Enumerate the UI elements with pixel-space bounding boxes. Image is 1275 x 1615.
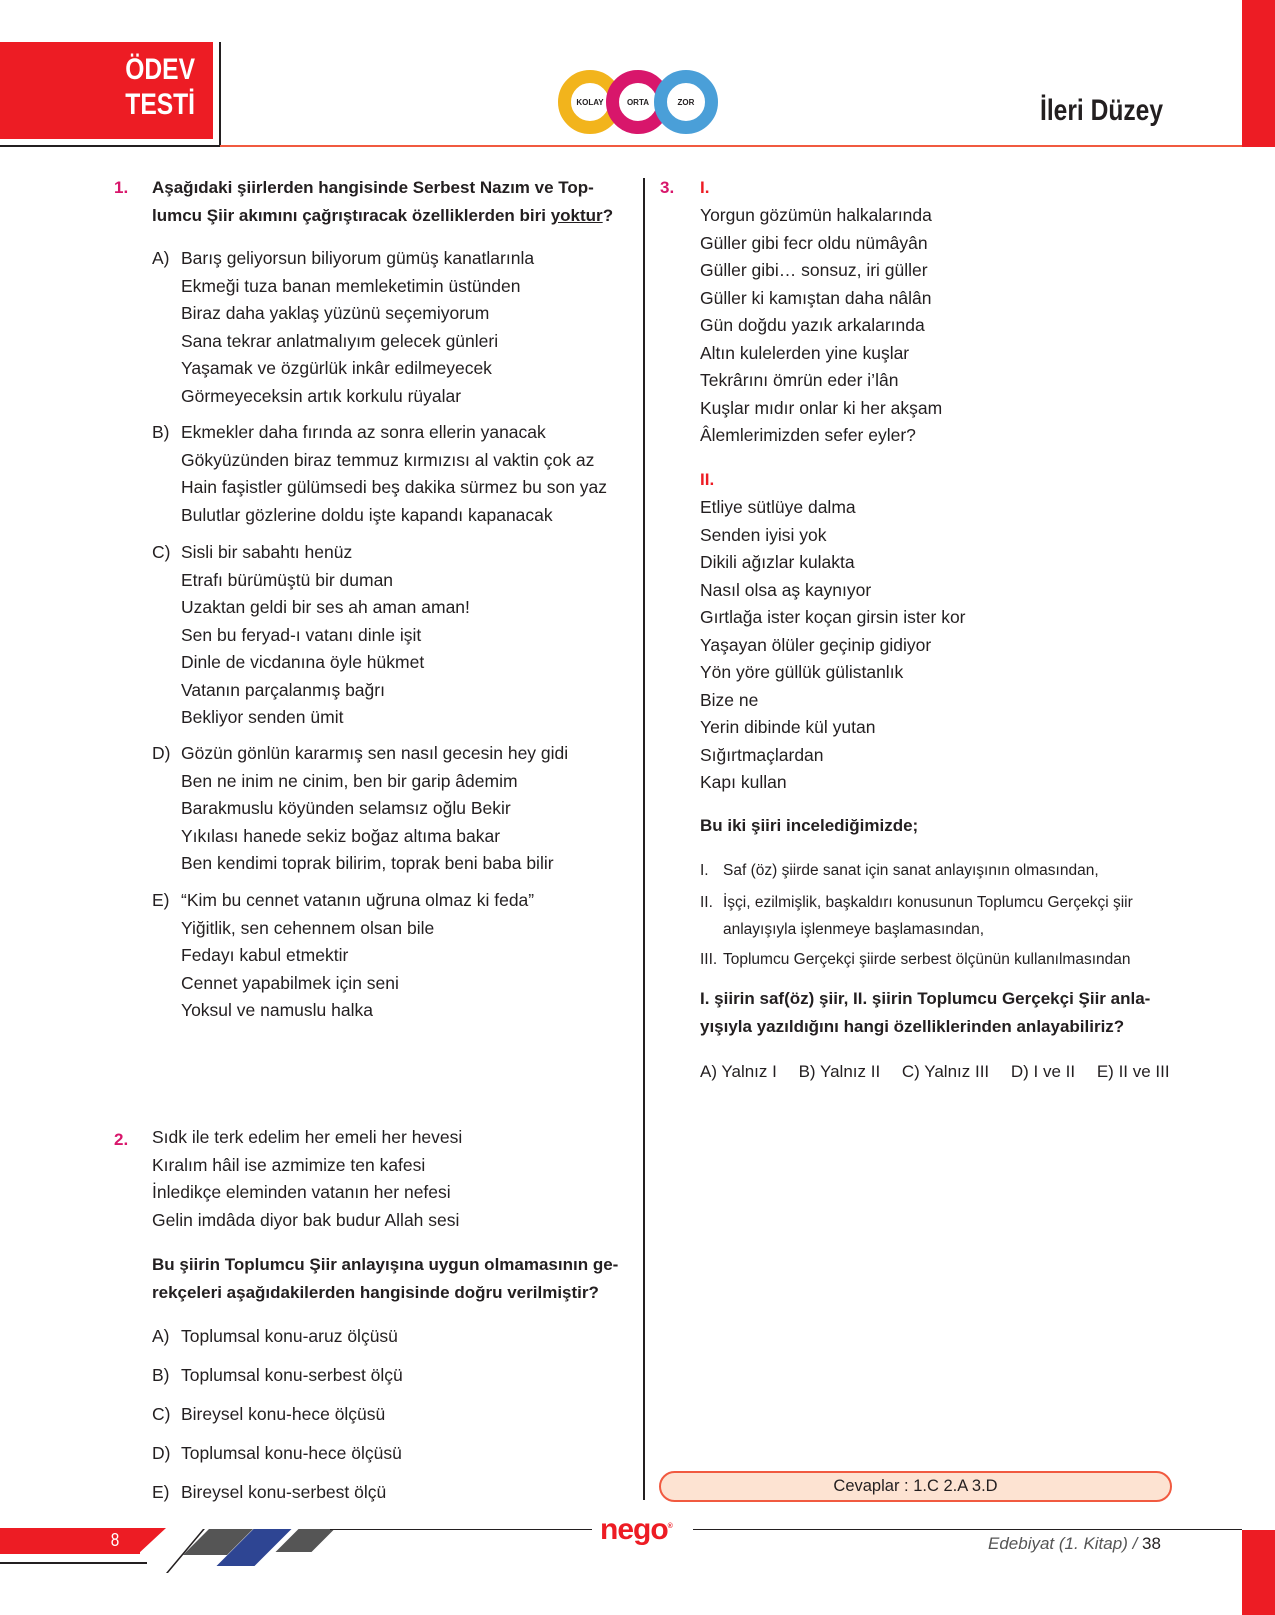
- option-b[interactable]: B) Yalnız II: [798, 1062, 881, 1081]
- stem-line: yışıyla yazıldığını hangi özelliklerinden anlayabiliriz?: [700, 1017, 1125, 1036]
- poem-line: Bize ne: [700, 689, 759, 710]
- stem-line: Bu şiirin Toplumcu Şiir anlayışına uygun olmamasının ge-: [152, 1255, 619, 1274]
- poem-line: Güller ki kamıştan daha nâlân: [700, 287, 932, 308]
- question-1-stem: [152, 174, 613, 230]
- poem-line: Altın kulelerden yine kuşlar: [700, 342, 910, 363]
- poem-1-label: I.: [700, 178, 710, 197]
- statement-1: [700, 857, 1099, 884]
- option-a[interactable]: A) Yalnız I: [700, 1062, 777, 1081]
- poem-line: Cennet yapabilmek için seni: [181, 972, 399, 993]
- poem-line: Ben kendimi toprak bilirim, toprak beni baba bilir: [181, 853, 554, 873]
- poem-line: Âlemlerimizden sefer eyler?: [700, 425, 916, 445]
- poem-line: Ekmekler daha fırında az sonra ellerin yanacak: [181, 422, 546, 442]
- poem-line: Yorgun gözümün halkalarında: [700, 205, 932, 225]
- badge-line-2: TESTİ: [125, 88, 195, 121]
- stem-emphasis: yoktur: [550, 206, 603, 225]
- statement-2: [700, 889, 1133, 943]
- option-poem: [181, 539, 470, 732]
- statement-text: Saf (öz) şiirde sanat için sanat anlayışının olmasından,: [723, 862, 1099, 879]
- poem-line: Kuşlar mıdır onlar ki her akşam: [700, 397, 943, 418]
- poem-line: Yerin dibinde kül yutan: [700, 717, 876, 737]
- option-letter: E): [152, 890, 170, 910]
- homework-test-badge: [35, 52, 195, 122]
- question-3-options: [700, 1062, 1170, 1082]
- poem-line: Ekmeği tuza banan memleketimin üstünden: [181, 275, 521, 296]
- book-title: [988, 1534, 1161, 1554]
- poem-line: Etliye sütlüye dalma: [700, 497, 856, 517]
- poem-line: Gırtlağa ister koçan girsin ister kor: [700, 607, 966, 627]
- difficulty-hard-label: ZOR: [677, 97, 695, 107]
- statement-3: [700, 946, 1131, 973]
- poem-line: Dikili ağızlar kulakta: [700, 552, 855, 572]
- header-right-tab: [1242, 0, 1275, 147]
- option-text: Toplumsal konu-hece ölçüsü: [181, 1443, 402, 1463]
- difficulty-easy-label: KOLAY: [576, 97, 604, 107]
- registered-mark-icon: ®: [667, 1523, 672, 1530]
- question-3-intro: Bu iki şiiri incelediğimizde;: [700, 816, 919, 835]
- option-letter: C): [152, 542, 171, 562]
- option-c[interactable]: C) Yalnız III: [901, 1062, 990, 1081]
- poem-line: Ben ne inim ne cinim, ben bir garip âdemim: [181, 770, 518, 791]
- poem-line: Yaşayan ölüler geçinip gidiyor: [700, 634, 932, 655]
- level-title: İleri Düzey: [1040, 94, 1164, 127]
- logo-text: nego: [600, 1513, 668, 1546]
- poem-line: Sisli bir sabahtı henüz: [181, 542, 353, 562]
- poem-line: “Kim bu cennet vatanın uğruna olmaz ki feda”: [181, 890, 535, 910]
- option-poem: [181, 740, 568, 878]
- stem-line: I. şiirin saf(öz) şiir, II. şiirin Toplumcu Gerçekçi Şiir anla-: [700, 989, 1151, 1008]
- poem-line: Hain faşistler gülümsedi beş dakika sürmez bu son yaz: [181, 477, 608, 497]
- question-3-stem: [700, 985, 1150, 1041]
- statement-text: İşçi, ezilmişlik, başkaldırı konusunun Toplumcu Gerçekçi şiir: [723, 894, 1133, 911]
- option-poem: [181, 419, 607, 529]
- option-letter: D): [152, 1443, 171, 1463]
- footer-dark-rule: [0, 1562, 147, 1564]
- poem-line: Gökyüzünden biraz temmuz kırmızısı al vaktin çok az: [181, 449, 595, 470]
- poem-line: Uzaktan geldi bir ses ah aman aman!: [181, 597, 470, 617]
- statement-number: I.: [700, 862, 709, 879]
- stem-text: ?: [602, 206, 614, 225]
- difficulty-medium-label: ORTA: [626, 97, 650, 107]
- footer-page-number-right: 38: [1142, 1534, 1161, 1553]
- statement-text: anlayışıyla işlenmeye başlamasından,: [723, 921, 985, 938]
- answer-key-box: Cevaplar : 1.C 2.A 3.D: [659, 1471, 1172, 1502]
- poem-line: Kapı kullan: [700, 772, 787, 792]
- footer-red-tab-tip: [138, 1528, 166, 1554]
- option-d[interactable]: D) I ve II: [1010, 1062, 1076, 1081]
- column-divider: [643, 178, 645, 1500]
- poem-line: Tekrârını ömrün eder i’lân: [700, 370, 899, 390]
- header-rule-red: [220, 145, 1242, 147]
- question-3-number: 3.: [660, 178, 675, 197]
- difficulty-rings: [558, 70, 718, 134]
- stem-line: rekçeleri aşağıdakilerden hangisinde doğru verilmiştir?: [152, 1283, 599, 1302]
- poem-line: Yıkılası hanede sekiz boğaz altıma bakar: [181, 825, 501, 846]
- option-letter: E): [152, 1482, 170, 1502]
- option-letter: C): [152, 1404, 171, 1424]
- statement-number: II.: [700, 894, 713, 911]
- poem-line: Yön yöre güllük gülistanlık: [700, 662, 904, 682]
- question-3-poem-1: [700, 202, 942, 450]
- stem-line: [152, 202, 613, 230]
- poem-line: Nasıl olsa aş kaynıyor: [700, 579, 872, 600]
- option-text: Bireysel konu-serbest ölçü: [181, 1482, 387, 1502]
- poem-line: Gelin imdâda diyor bak budur Allah sesi: [152, 1209, 460, 1230]
- poem-line: Vatanın parçalanmış bağrı: [181, 679, 385, 700]
- question-3-poem-2: [700, 494, 966, 797]
- option-poem: [181, 887, 534, 1025]
- option-text: Toplumsal konu-aruz ölçüsü: [181, 1326, 398, 1346]
- question-2-number: 2.: [114, 1130, 129, 1149]
- poem-line: Bekliyor senden ümit: [181, 707, 344, 727]
- publisher-logo: [600, 1513, 672, 1547]
- poem-line: Etrafı bürümüştü bir duman: [181, 569, 394, 590]
- poem-line: İnledikçe eleminden vatanın her nefesi: [152, 1182, 451, 1202]
- footer-rule-right: [693, 1529, 1242, 1530]
- poem-line: Yaşamak ve özgürlük inkâr edilmeyecek: [181, 358, 492, 378]
- badge-line-1: ÖDEV: [125, 53, 195, 86]
- poem-line: Sıdk ile terk edelim her emeli her hevesi: [152, 1127, 463, 1147]
- question-2-stem: [152, 1251, 618, 1307]
- poem-2-label: II.: [700, 470, 715, 489]
- option-e[interactable]: E) II ve III: [1096, 1062, 1170, 1081]
- header-rule-dark: [0, 145, 220, 147]
- option-letter: D): [152, 743, 171, 763]
- statement-number: III.: [700, 951, 718, 968]
- poem-line: Yoksul ve namuslu halka: [181, 1000, 373, 1020]
- footer-right-tab: [1242, 1530, 1275, 1615]
- poem-line: Sığırtmaçlardan: [700, 744, 824, 765]
- stem-line: Aşağıdaki şiirlerden hangisinde Serbest Nazım ve Top-: [152, 178, 594, 197]
- poem-line: Sen bu feryad-ı vatanı dinle işit: [181, 624, 422, 645]
- option-letter: A): [152, 248, 170, 268]
- poem-line: Senden iyisi yok: [700, 524, 827, 545]
- poem-line: Güller gibi… sonsuz, iri güller: [700, 260, 928, 280]
- poem-line: Gün doğdu yazık arkalarında: [700, 315, 925, 335]
- poem-line: Güller gibi fecr oldu nümâyân: [700, 232, 928, 253]
- poem-line: Sana tekrar anlatmalıyım gelecek günleri: [181, 330, 499, 351]
- question-2-poem: [152, 1124, 462, 1234]
- option-text: Toplumsal konu-serbest ölçü: [181, 1365, 403, 1385]
- poem-line: Kıralım hâil ise azmimize ten kafesi: [152, 1154, 426, 1175]
- question-1-number: 1.: [114, 178, 129, 197]
- poem-line: Biraz daha yaklaş yüzünü seçemiyorum: [181, 303, 490, 323]
- difficulty-hard-ring: [654, 70, 718, 134]
- footer-rule-left: [330, 1529, 592, 1530]
- stem-text: lumcu Şiir akımını çağrıştıracak özelliklerden biri: [152, 206, 551, 225]
- book-name: Edebiyat (1. Kitap) /: [988, 1534, 1138, 1553]
- poem-line: Barakmuslu köyünden selamsız oğlu Bekir: [181, 798, 511, 818]
- option-letter: B): [152, 422, 170, 442]
- poem-line: Görmeyeceksin artık korkulu rüyalar: [181, 385, 462, 406]
- poem-line: Yiğitlik, sen cehennem olsan bile: [181, 917, 435, 938]
- poem-line: Bulutlar gözlerine doldu işte kapandı kapanacak: [181, 504, 553, 525]
- header-divider: [219, 42, 221, 146]
- poem-line: Fedayı kabul etmektir: [181, 945, 349, 965]
- option-poem: [181, 245, 534, 410]
- option-letter: B): [152, 1365, 170, 1385]
- poem-line: Gözün gönlün kararmış sen nasıl gecesin hey gidi: [181, 743, 569, 763]
- footer-page-number-left: 8: [110, 1530, 120, 1550]
- option-text: Bireysel konu-hece ölçüsü: [181, 1404, 386, 1424]
- poem-line: Barış geliyorsun biliyorum gümüş kanatlarınla: [181, 248, 535, 268]
- statement-text: Toplumcu Gerçekçi şiirde serbest ölçünün kullanılmasından: [723, 951, 1131, 968]
- poem-line: Dinle de vicdanına öyle hükmet: [181, 652, 425, 672]
- option-letter: A): [152, 1326, 170, 1346]
